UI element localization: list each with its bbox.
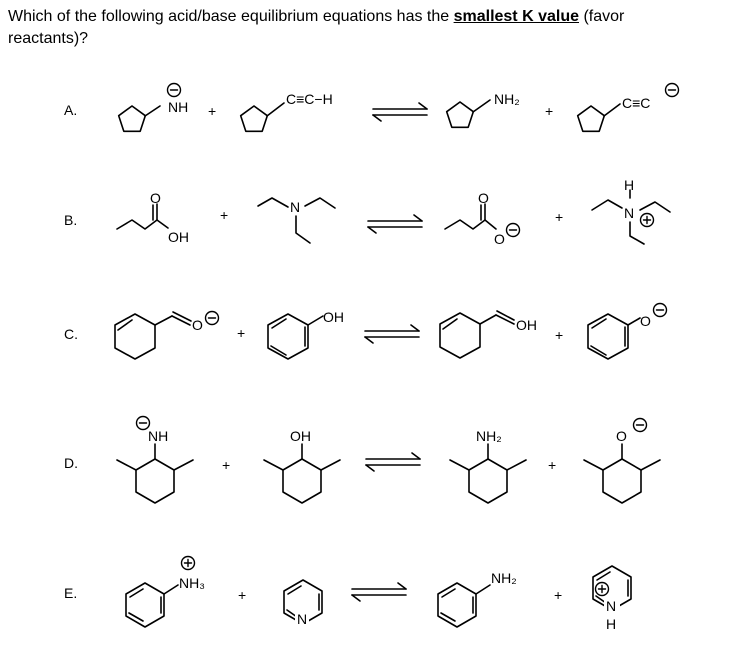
option-a-reaction — [119, 84, 679, 132]
label-b-p2: N — [624, 205, 635, 221]
plus-sign: + — [555, 327, 564, 343]
equilibrium-arrow-icon — [368, 215, 422, 233]
question-emphasis: smallest K value — [453, 8, 579, 25]
plus-sign: + — [208, 103, 217, 119]
positive-charge-icon — [182, 557, 195, 570]
equilibrium-arrow-icon — [365, 325, 419, 343]
label-c-r2: OH — [323, 309, 344, 325]
label-d-p2: O — [616, 428, 627, 444]
option-c-letter[interactable]: C. — [64, 326, 78, 342]
label-a-p2: C≡C — [622, 95, 651, 111]
positive-charge-icon — [596, 583, 609, 596]
label-a-r2: C≡C−H — [286, 91, 333, 107]
option-c-reaction — [115, 304, 667, 360]
option-d-reaction — [117, 417, 660, 504]
label-d-p1: NH₂ — [476, 428, 502, 444]
option-e-reaction — [126, 557, 631, 633]
plus-sign: + — [222, 457, 231, 473]
label-c-p2: O — [640, 313, 651, 329]
equilibrium-arrow-icon — [373, 103, 427, 121]
option-b-reaction — [117, 177, 670, 247]
label-b-r2: N — [290, 199, 301, 215]
label-e-r1: NH₃ — [179, 575, 205, 591]
cyclopentyl-ring — [119, 106, 146, 131]
label-b-p1: O — [494, 231, 505, 247]
option-d-letter[interactable]: D. — [64, 455, 78, 471]
label-b-r1o: O — [150, 190, 161, 206]
cyclopentyl-ring — [241, 106, 268, 131]
negative-charge-icon — [507, 224, 520, 237]
label-a-p1: NH₂ — [494, 91, 520, 107]
negative-charge-icon — [137, 417, 150, 430]
question-text-post: (favor — [579, 8, 625, 25]
label-b-p1o: O — [478, 190, 489, 206]
negative-charge-icon — [654, 304, 667, 317]
label-c-r1: O — [192, 317, 203, 333]
plus-sign: + — [237, 325, 246, 341]
label-a-r1: NH — [168, 99, 189, 115]
negative-charge-icon — [666, 84, 679, 97]
option-a-letter[interactable]: A. — [64, 102, 78, 118]
plus-sign: + — [555, 209, 564, 225]
question-text: Which of the following acid/base equilibrium equations has the — [8, 8, 454, 25]
label-d-r2: OH — [290, 428, 311, 444]
label-c-p1: OH — [516, 317, 537, 333]
label-e-p1: NH₂ — [491, 570, 517, 586]
plus-sign: + — [220, 207, 229, 223]
plus-sign: + — [548, 457, 557, 473]
plus-sign: + — [545, 103, 554, 119]
question-line-2: reactants)? — [8, 30, 89, 47]
label-d-r1: NH — [148, 428, 169, 444]
label-e-r2: N — [297, 611, 308, 627]
cyclopentyl-ring — [447, 102, 474, 127]
plus-sign: + — [238, 587, 247, 603]
option-b-letter[interactable]: B. — [64, 212, 78, 228]
label-b-p2h: H — [624, 177, 635, 193]
negative-charge-icon — [206, 312, 219, 325]
equilibrium-arrow-icon — [366, 453, 420, 471]
negative-charge-icon — [168, 84, 181, 97]
equilibrium-arrow-icon — [352, 583, 406, 601]
positive-charge-icon — [641, 214, 654, 227]
cyclopentyl-ring — [578, 106, 605, 131]
label-e-p2h: H — [606, 616, 617, 632]
label-b-r1: OH — [168, 229, 189, 245]
label-e-p2: N — [606, 598, 617, 614]
option-e-letter[interactable]: E. — [64, 585, 78, 601]
negative-charge-icon — [634, 419, 647, 432]
plus-sign: + — [554, 587, 563, 603]
